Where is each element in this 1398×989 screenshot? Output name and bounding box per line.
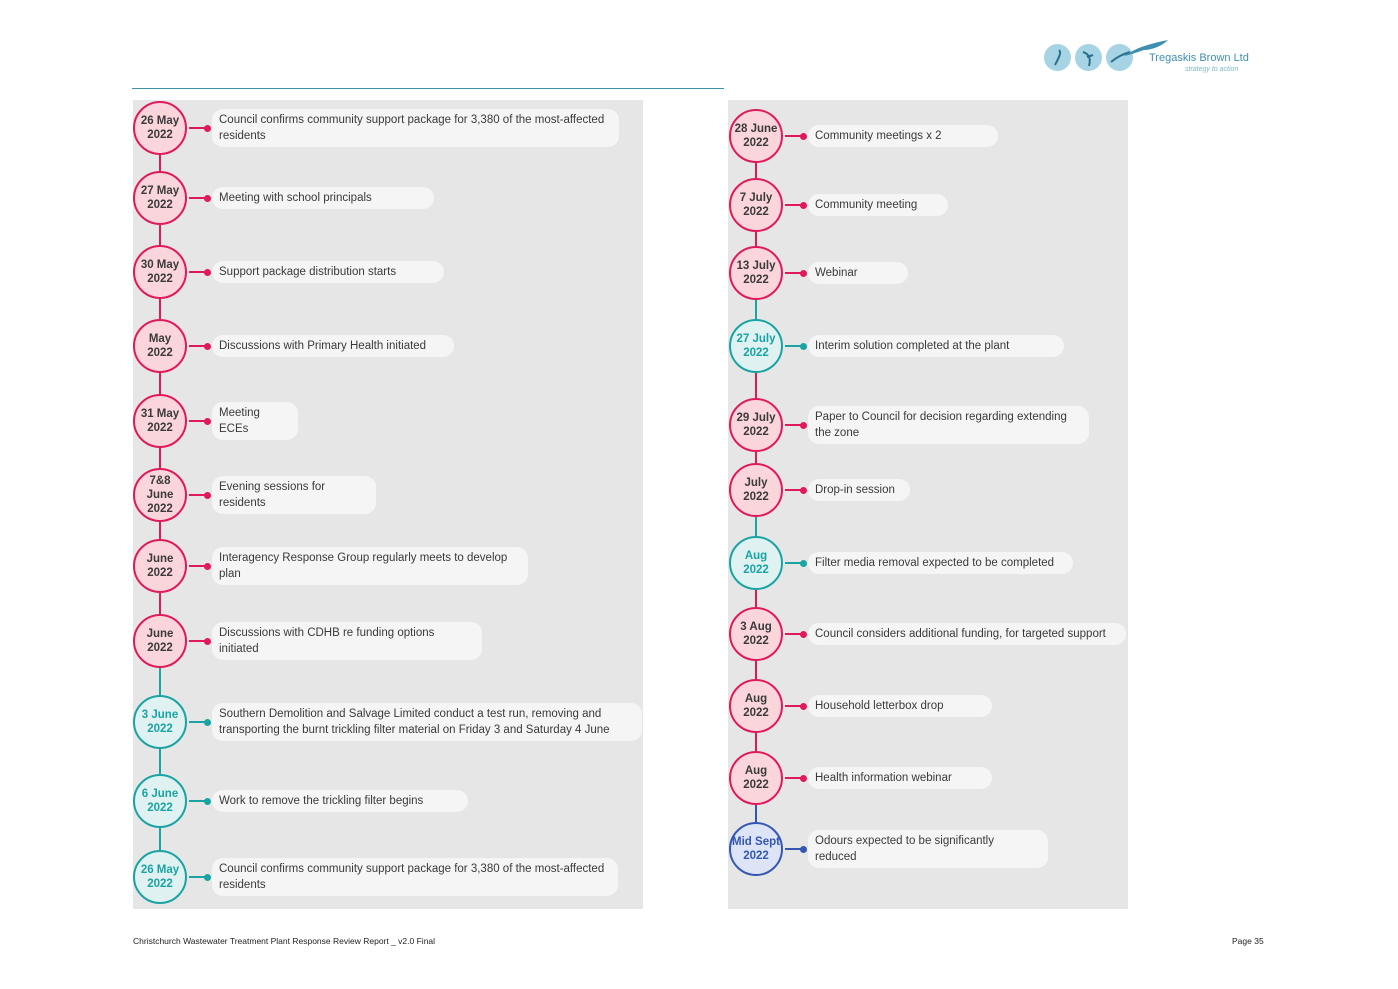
date-year: 2022 <box>147 567 173 579</box>
timeline-dot <box>800 487 807 494</box>
date-year: 2022 <box>743 707 769 719</box>
timeline-date-node <box>133 319 187 373</box>
date-label: 26 May <box>140 115 180 127</box>
timeline-dot <box>800 775 807 782</box>
timeline-date-node <box>729 319 783 373</box>
timeline-date-node <box>133 245 187 299</box>
timeline-event-label: Discussions with CDHB re funding options initiated <box>212 622 482 660</box>
timeline-dot <box>800 133 807 140</box>
timeline-connector <box>755 517 757 536</box>
timeline-event-label: Work to remove the trickling filter begins <box>212 790 468 812</box>
timeline-dot <box>204 269 211 276</box>
timeline-date-node <box>729 822 783 876</box>
date-year: 2022 <box>743 850 769 862</box>
timeline-connector <box>159 749 161 774</box>
company-logo <box>1042 38 1252 82</box>
date-year: 2022 <box>743 491 769 503</box>
timeline-connector <box>755 163 757 178</box>
date-year: 2022 <box>743 206 769 218</box>
timeline-dot <box>800 270 807 277</box>
timeline-connector <box>755 805 757 822</box>
date-label: 6 June <box>141 788 179 800</box>
date-label: Aug <box>744 765 768 777</box>
timeline-dot <box>800 703 807 710</box>
date-label: Mid Sept <box>732 836 780 848</box>
date-label: 3 June <box>141 709 179 721</box>
company-tagline: strategy to action <box>1185 66 1239 73</box>
date-label: Aug <box>744 693 768 705</box>
date-year: 2022 <box>147 503 173 515</box>
timeline-connector <box>755 300 757 319</box>
timeline-dot <box>204 195 211 202</box>
timeline-event-label: Discussions with Primary Health initiated <box>212 335 454 357</box>
timeline-connector <box>755 590 757 607</box>
date-label: July <box>744 477 768 489</box>
timeline-event-label: Meeting ECEs <box>212 402 298 440</box>
timeline-date-node <box>133 394 187 448</box>
timeline-date-node <box>729 679 783 733</box>
timeline-date-node <box>729 109 783 163</box>
date-label: 27 May <box>140 185 180 197</box>
timeline-date-node <box>133 614 187 668</box>
timeline-connector <box>159 448 161 468</box>
timeline-dot <box>204 563 211 570</box>
date-year: 2022 <box>743 564 769 576</box>
footer-page-number: Page 35 <box>1232 936 1264 946</box>
timeline-date-node <box>729 246 783 300</box>
timeline-date-node <box>133 774 187 828</box>
date-year: 2022 <box>147 802 173 814</box>
timeline-event-label: Webinar <box>808 262 908 284</box>
timeline-event-label: Health information webinar <box>808 767 992 789</box>
timeline-date-node <box>133 171 187 225</box>
timeline-connector <box>159 155 161 171</box>
timeline-date-node <box>133 101 187 155</box>
timeline-event-label: Support package distribution starts <box>212 261 444 283</box>
company-name: Tregaskis Brown Ltd <box>1149 52 1249 64</box>
timeline-dot <box>204 798 211 805</box>
timeline-event-label: Interagency Response Group regularly meets to develop plan <box>212 547 528 585</box>
timeline-connector <box>159 225 161 245</box>
timeline-event-label: Filter media removal expected to be completed <box>808 552 1073 574</box>
timeline-dot <box>800 560 807 567</box>
timeline-connector <box>159 828 161 850</box>
timeline-dot <box>204 125 211 132</box>
timeline-date-node <box>133 468 187 522</box>
timeline-date-node <box>729 751 783 805</box>
feather-icon <box>1044 44 1071 71</box>
timeline-date-node <box>133 539 187 593</box>
timeline-date-node <box>133 695 187 749</box>
timeline-panel-left <box>133 100 643 909</box>
timeline-connector <box>755 232 757 246</box>
timeline-dot <box>204 418 211 425</box>
date-label: 26 May <box>140 864 180 876</box>
header-rule <box>132 88 724 89</box>
timeline-event-label: Odours expected to be significantly reduced <box>808 830 1048 868</box>
timeline-event-label: Interim solution completed at the plant <box>808 335 1064 357</box>
timeline-date-node <box>729 178 783 232</box>
date-year: 2022 <box>743 635 769 647</box>
timeline-event-label: Meeting with school principals <box>212 187 434 209</box>
timeline-dot <box>204 638 211 645</box>
timeline-date-node <box>729 607 783 661</box>
date-label: 27 July <box>736 333 776 345</box>
footer-report-title: Christchurch Wastewater Treatment Plant Response Review Report _ v2.0 Final <box>133 936 436 946</box>
timeline-connector <box>159 668 161 695</box>
timeline-connector <box>755 733 757 751</box>
timeline-connector <box>159 522 161 539</box>
timeline-event-label: Community meeting <box>808 194 948 216</box>
date-year: 2022 <box>743 137 769 149</box>
date-label: June <box>146 553 174 565</box>
timeline-connector <box>755 661 757 679</box>
date-year: 2022 <box>743 347 769 359</box>
timeline-date-node <box>133 850 187 904</box>
date-label: 13 July <box>736 260 776 272</box>
timeline-connector <box>159 593 161 614</box>
timeline-connector <box>159 299 161 319</box>
date-label: 28 June <box>734 123 778 135</box>
timeline-event-label: Evening sessions for residents <box>212 476 376 514</box>
date-label: 30 May <box>140 259 180 271</box>
timeline-dot <box>800 422 807 429</box>
date-year: 2022 <box>147 878 173 890</box>
date-label: June <box>146 628 174 640</box>
timeline-event-label: Council confirms community support package for 3,380 of the most-affected residents <box>212 109 619 147</box>
date-year: 2022 <box>147 642 173 654</box>
date-year: 2022 <box>743 274 769 286</box>
bird-icon <box>1075 44 1102 71</box>
timeline-dot <box>204 492 211 499</box>
timeline-event-label: Southern Demolition and Salvage Limited conduct a test run, removing and transporting the burnt trickling filter material on Friday 3 and Saturday 4 June <box>212 703 642 741</box>
date-year: 2022 <box>147 723 173 735</box>
date-label: 7 July <box>739 192 773 204</box>
timeline-dot <box>800 202 807 209</box>
date-year: 2022 <box>147 347 173 359</box>
timeline-event-label: Household letterbox drop <box>808 695 992 717</box>
timeline-connector <box>159 373 161 394</box>
timeline-dot <box>204 874 211 881</box>
date-year: 2022 <box>147 273 173 285</box>
timeline-connector <box>755 373 757 398</box>
date-year: 2022 <box>147 422 173 434</box>
timeline-dot <box>204 719 211 726</box>
timeline-connector <box>755 452 757 463</box>
timeline-date-node <box>729 536 783 590</box>
timeline-dot <box>204 343 211 350</box>
date-label: 3 Aug <box>740 621 772 633</box>
timeline-event-label: Council confirms community support package for 3,380 of the most-affected residents <box>212 858 618 896</box>
date-label: Aug <box>744 550 768 562</box>
date-label: May <box>148 333 172 345</box>
date-year: 2022 <box>147 129 173 141</box>
date-label: 29 July <box>736 412 776 424</box>
timeline-date-node <box>729 398 783 452</box>
timeline-dot <box>800 846 807 853</box>
timeline-event-label: Drop-in session <box>808 479 910 501</box>
timeline-date-node <box>729 463 783 517</box>
timeline-event-label: Paper to Council for decision regarding extending the zone <box>808 406 1089 444</box>
date-year: 2022 <box>743 426 769 438</box>
timeline-event-label: Community meetings x 2 <box>808 125 998 147</box>
timeline-event-label: Council considers additional funding, for targeted support <box>808 623 1126 645</box>
timeline-dot <box>800 343 807 350</box>
date-year: 2022 <box>743 779 769 791</box>
date-label: 7&8 June <box>146 475 174 501</box>
date-year: 2022 <box>147 199 173 211</box>
timeline-dot <box>800 631 807 638</box>
date-label: 31 May <box>140 408 180 420</box>
